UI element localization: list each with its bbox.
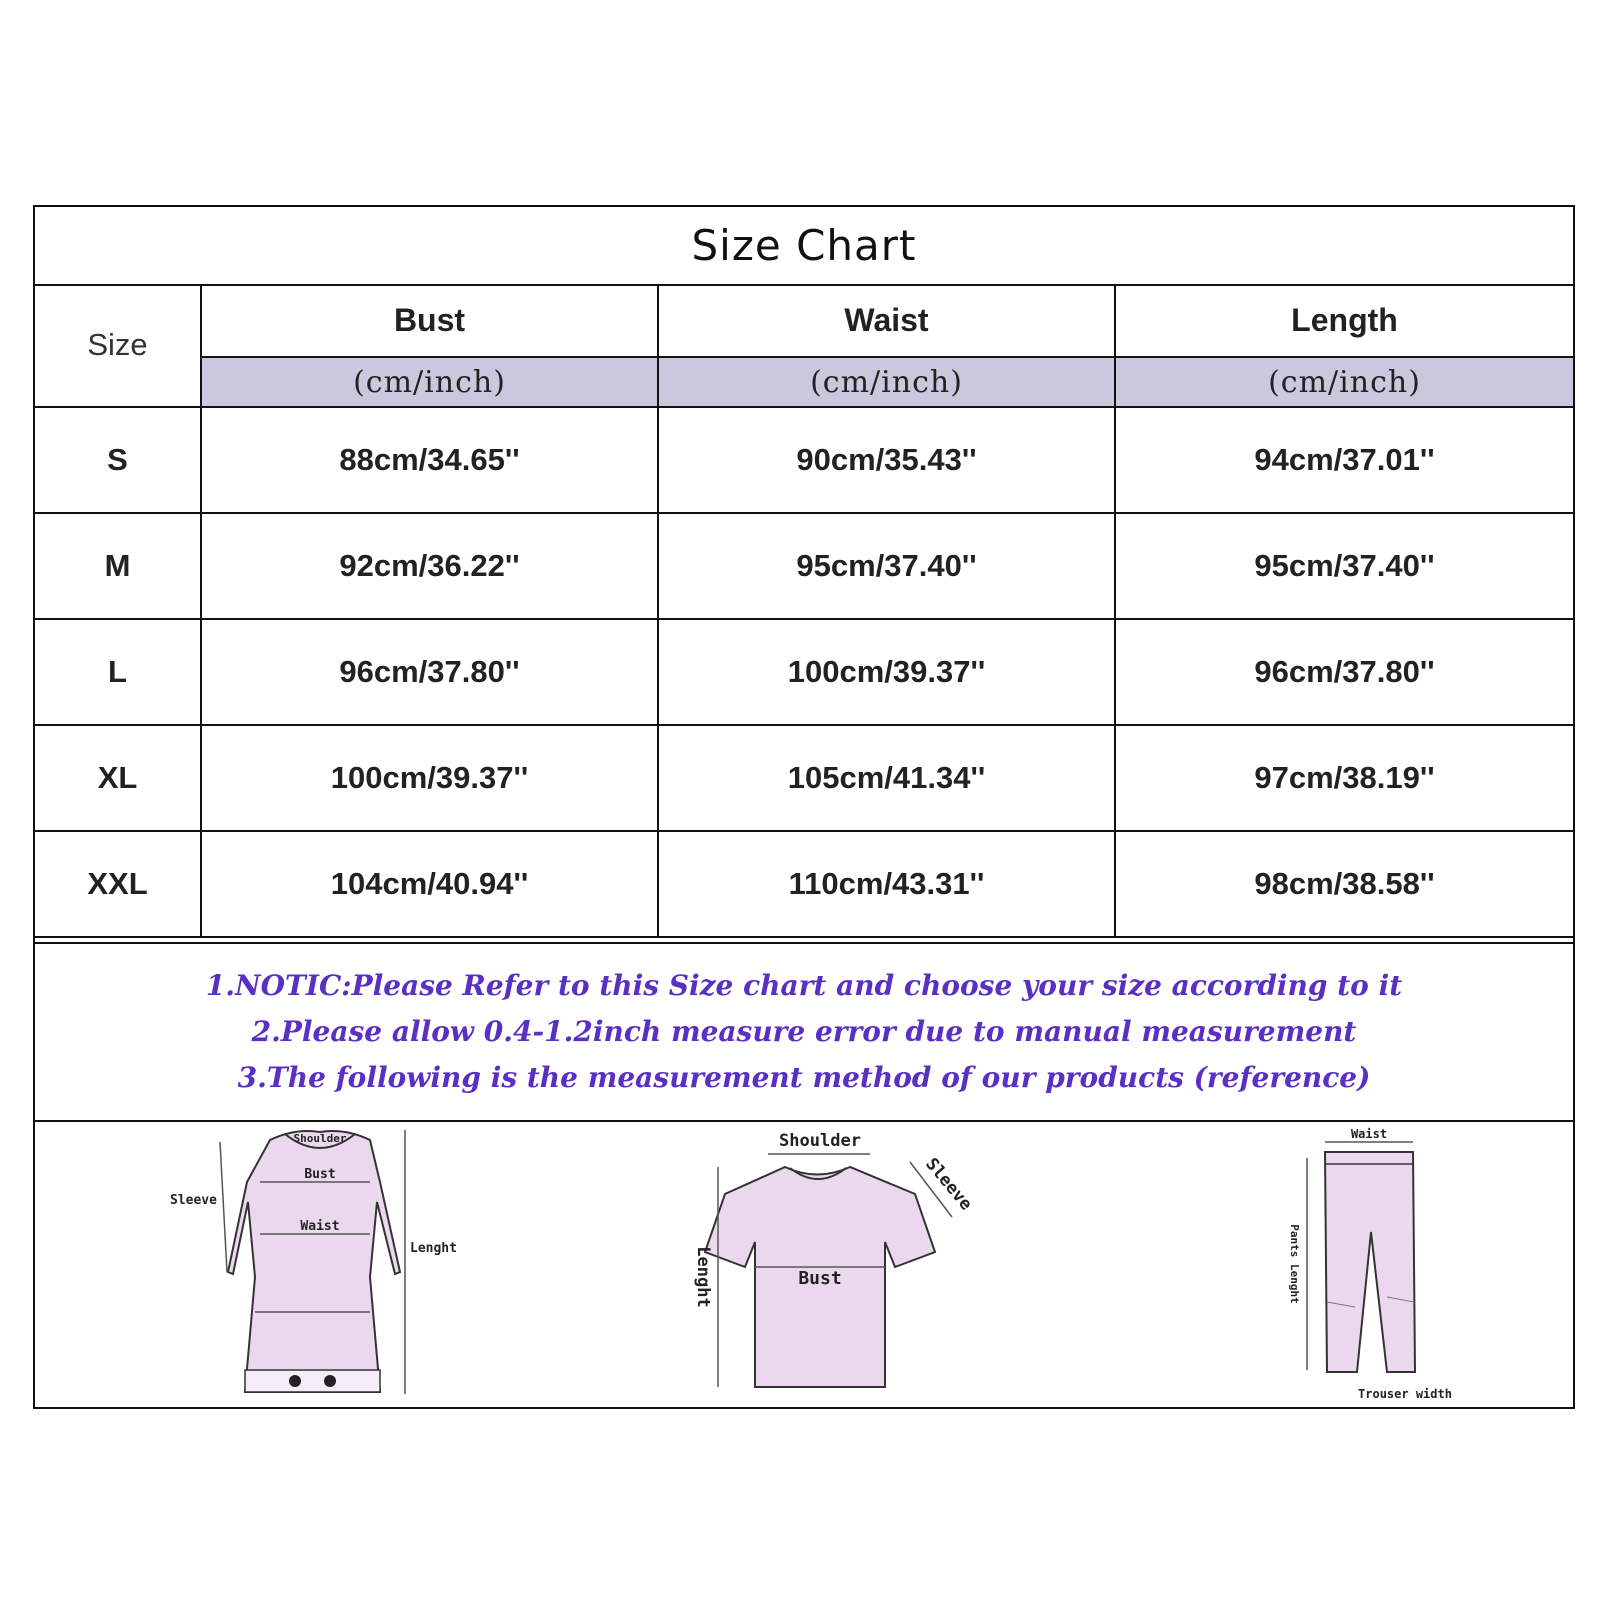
waist-cell: 100cm/39.37'': [658, 619, 1115, 725]
size-column-header: Size: [35, 284, 201, 407]
dress-waist-label: Waist: [300, 1219, 340, 1234]
length-column-header: Length: [1115, 284, 1573, 357]
tshirt-diagram: [690, 1122, 1010, 1407]
length-cell: 96cm/37.80'': [1115, 619, 1573, 725]
tshirt-sleeve-label: Sleeve: [921, 1154, 976, 1215]
dress-sleeve-label: Sleeve: [170, 1193, 217, 1208]
bust-cell: 96cm/37.80'': [201, 619, 658, 725]
table-row: [35, 831, 1573, 937]
bust-cell: 88cm/34.65'': [201, 407, 658, 513]
waist-cell: 110cm/43.31'': [658, 831, 1115, 937]
waist-unit: (cm/inch): [658, 357, 1115, 407]
pants-icon: [1325, 1152, 1415, 1372]
length-cell: 94cm/37.01'': [1115, 407, 1573, 513]
bust-cell: 104cm/40.94'': [201, 831, 658, 937]
waist-cell: 90cm/35.43'': [658, 407, 1115, 513]
length-unit: (cm/inch): [1115, 357, 1573, 407]
size-cell: L: [35, 619, 201, 725]
waist-cell: 105cm/41.34'': [658, 725, 1115, 831]
size-cell: XL: [35, 725, 201, 831]
dress-length-label: Lenght: [410, 1241, 457, 1256]
length-cell: 95cm/37.40'': [1115, 513, 1573, 619]
pants-waist-label: Waist: [1350, 1127, 1388, 1141]
table-row: [35, 619, 1573, 725]
tshirt-bust-label: Bust: [798, 1268, 842, 1289]
bust-cell: 92cm/36.22'': [201, 513, 658, 619]
chart-title: Size Chart: [35, 207, 1573, 286]
size-cell: XXL: [35, 831, 201, 937]
size-cell: M: [35, 513, 201, 619]
measurement-diagrams: [35, 1122, 1573, 1407]
notes-section: [35, 942, 1573, 1122]
bust-cell: 100cm/39.37'': [201, 725, 658, 831]
note-line: 1.NOTIC:Please Refer to this Size chart and choose your size according to it: [205, 969, 1403, 1002]
pants-width-label: Trouser width: [1358, 1387, 1452, 1401]
bust-column-header: Bust: [201, 284, 658, 357]
size-table: [35, 284, 1573, 938]
size-cell: S: [35, 407, 201, 513]
table-row: [35, 725, 1573, 831]
note-line: 2.Please allow 0.4-1.2inch measure error due to manual measurement: [251, 1015, 1357, 1048]
pants-length-label: Pants Lenght: [1288, 1224, 1301, 1304]
pants-diagram: [1275, 1122, 1515, 1407]
size-chart-sheet: [33, 205, 1575, 1409]
note-line: 3.The following is the measurement method of our products (reference): [237, 1061, 1371, 1094]
dress-diagram: [165, 1122, 485, 1407]
tshirt-length-label: Lenght: [693, 1246, 713, 1308]
table-row: [35, 407, 1573, 513]
length-cell: 97cm/38.19'': [1115, 725, 1573, 831]
tshirt-shoulder-label: Shoulder: [779, 1131, 861, 1151]
bust-unit: (cm/inch): [201, 357, 658, 407]
length-cell: 98cm/38.58'': [1115, 831, 1573, 937]
waist-cell: 95cm/37.40'': [658, 513, 1115, 619]
dress-shoulder-label: Shoulder: [293, 1132, 347, 1145]
waist-column-header: Waist: [658, 284, 1115, 357]
dress-bust-label: Bust: [304, 1167, 336, 1182]
table-row: [35, 513, 1573, 619]
